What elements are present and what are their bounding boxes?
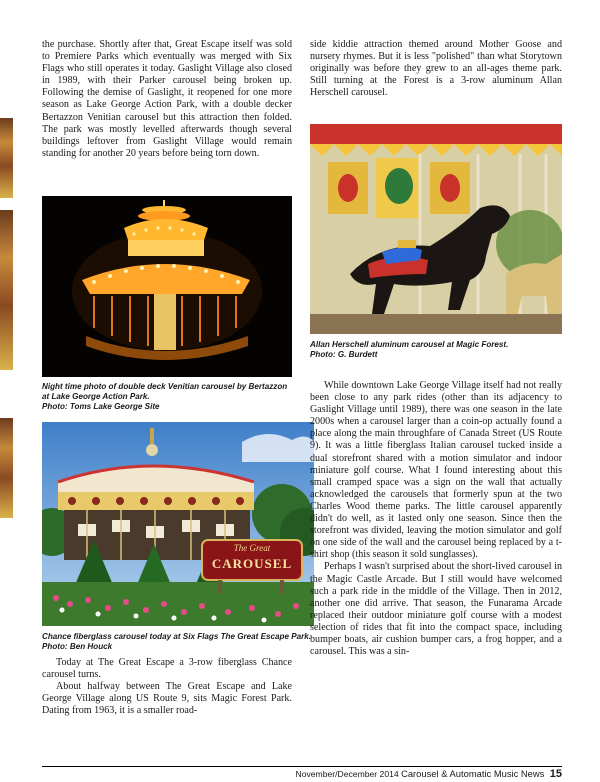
- night-photo-caption: [42, 382, 292, 412]
- carousel-sign-line2: CAROUSEL: [211, 556, 293, 571]
- right-column-top-text: [310, 39, 562, 99]
- paragraph: Perhaps I wasn't surprised about the short-lived carousel in the Magic Castle Arcade. But I still would have welcomed such a park ride in the middle of the Village. Then in 2012, another one did arrive. That season, the Funarama Arcade replaced their outdoor miniature golf course with a modest selection of rides that fit into the compact space, including bumper boats, air cushion bumper cars, a frog hopper, and a carousel. This was a sin-: [310, 561, 562, 658]
- paragraph: Today at The Great Escape a 3-row fiberglass Chance carousel turns.: [42, 657, 292, 681]
- caption-text: Night time photo of double deck Venitian carousel by Bertazzon at Lake George Action Park.: [42, 382, 288, 401]
- paragraph: the purchase. Shortly after that, Great Escape itself was sold to Premiere Parks which eventually was merged with Six Flags who still operates it today. Gaslight Village also closed in 1989, with their Parker carousel being broken up. Following the demise of Gaslight, it reopened for one more season as Lake George Action Park, with a double decker Bertazzon Venitian carousel but this attraction then folded. The park was mostly levelled afterwards though several buildings leftover from Gaslight Village would remain standing for another 20 years before being torn down.: [42, 39, 292, 159]
- photo-credit: Photo: Ben Houck: [42, 642, 113, 651]
- herschell-carousel-photo: [310, 124, 562, 334]
- photo-credit: Photo: Toms Lake George Site: [42, 402, 160, 411]
- edge-photo-strip-top: [0, 118, 13, 198]
- left-column-bottom-text: [42, 657, 292, 717]
- caption-text: Chance fiberglass carousel today at Six Flags The Great Escape Park.: [42, 632, 312, 641]
- left-column-top-text: [42, 39, 292, 160]
- photo-credit: Photo: G. Burdett: [310, 350, 378, 359]
- edge-photo-strip-bottom: [0, 418, 13, 518]
- publication-name: Carousel & Automatic Music News: [401, 768, 545, 779]
- right-column-bottom-text: [310, 380, 562, 658]
- caption-text: Allan Herschell aluminum carousel at Magic Forest.: [310, 340, 509, 349]
- footer-rule: [42, 766, 562, 767]
- page-footer: [296, 768, 563, 780]
- paragraph: While downtown Lake George Village itself had not really been close to any park rides (other than its adjacency to Gaslight Village until 1989), there was one season in the late 2000s when a carousel larger than a coin-op actually found a place along the main throughfare of Canada Street (US Route 9). It was a little fiberglass Italian carousel tucked inside a dual storefront shared with a motion simulator and indoor miniature golf course. What I found interesting about this small cramped space was a sign on the wall that actually acknowledged the carousels that formerly spun at the two Charles Wood theme parks. The little carousel apparently didn't do well, as it lasted only one season. Since then the storefront was divided, leaving the motion simulator and golf on one side of the wall and the carousel being replaced by a t-shirt shop (this season it sold sunglasses).: [310, 380, 562, 561]
- herschell-photo-caption: [310, 340, 562, 360]
- chance-carousel-photo: [42, 422, 314, 626]
- edge-photo-strip-middle: [0, 210, 13, 370]
- night-carousel-photo: [42, 196, 292, 377]
- chance-photo-caption: [42, 632, 314, 652]
- issue-date: November/December 2014: [295, 769, 399, 779]
- paragraph: About halfway between The Great Escape and Lake George Village along US Route 9, sits Magic Forest Park. Dating from 1963, it is a smaller road-: [42, 681, 292, 717]
- paragraph: side kiddie attraction themed around Mother Goose and nursery rhymes. But it is less "polished" than what Storytown originally was before they grew to an all-ages theme park. Still turning at the Forest is a 3-row aluminum Allan Herschell carousel.: [310, 39, 562, 99]
- carousel-sign-line1: The Great: [233, 543, 271, 553]
- page-number: 15: [549, 768, 562, 780]
